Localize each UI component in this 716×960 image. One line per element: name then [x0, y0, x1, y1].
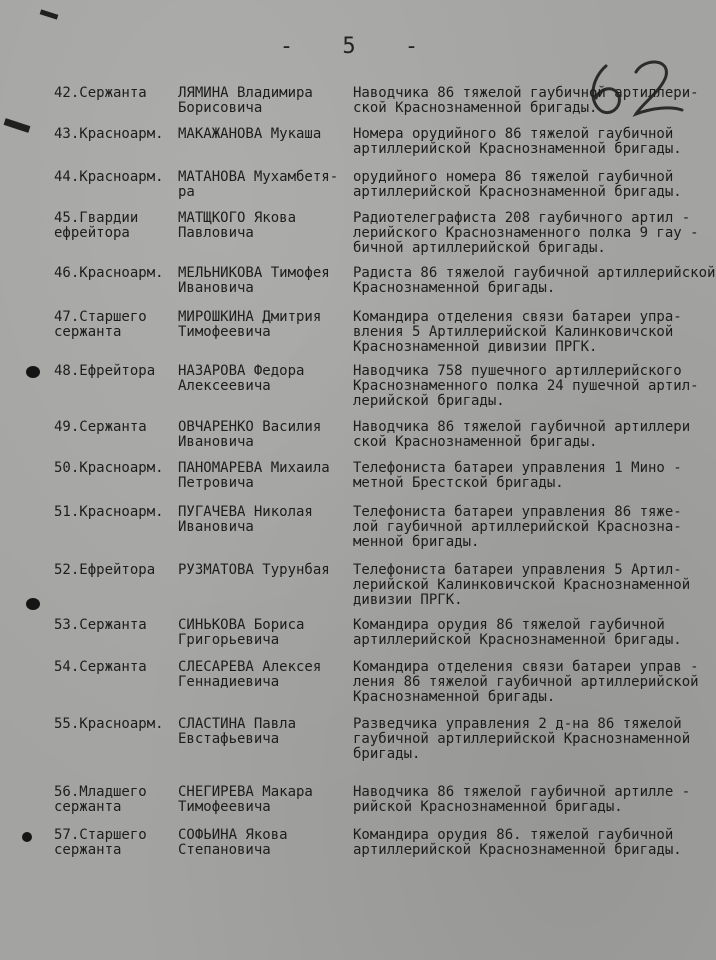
- text-line: метной Брестской бригады.: [353, 475, 564, 491]
- text-line: Степановича: [178, 842, 271, 858]
- entry-description: [353, 127, 713, 157]
- text-line: вления 5 Артиллерийской Калинковичской: [353, 324, 674, 340]
- text-line: сержанта: [54, 324, 122, 340]
- text-line: Петровича: [178, 475, 254, 491]
- text-line: рийской Краснознаменной бригады.: [353, 799, 623, 815]
- text-line: МАКАЖАНОВА Мукаша: [178, 126, 322, 142]
- entry-rank: [54, 563, 176, 578]
- entry-description: [353, 170, 713, 200]
- text-line: ра: [178, 184, 195, 200]
- page-number: - 5 -: [279, 34, 437, 59]
- entry-name: [178, 266, 348, 296]
- text-line: 49.Сержанта: [54, 419, 147, 435]
- entry-name: [178, 785, 348, 815]
- text-line: 52.Ефрейтора: [54, 562, 156, 578]
- text-line: Командира отделения связи батареи управ -: [353, 659, 699, 675]
- text-line: ской Краснознаменной бригады.: [353, 434, 598, 450]
- entry-rank: [54, 420, 176, 435]
- margin-mark: [40, 9, 59, 19]
- text-line: гаубичной артиллерийской Краснознаменной: [353, 731, 691, 747]
- entry-description: [353, 420, 713, 450]
- entry-rank: [54, 127, 176, 142]
- entry-name: [178, 86, 348, 116]
- text-line: ПАНОМАРЕВА Михаила: [178, 460, 330, 476]
- entry-rank: [54, 170, 176, 185]
- punch-hole: [26, 598, 40, 610]
- text-line: Краснознаменной бригады.: [353, 689, 556, 705]
- text-line: лерийского Краснознаменного полка 9 гау -: [353, 225, 699, 241]
- entry-description: [353, 211, 713, 256]
- entry-rank: [54, 505, 176, 520]
- entry-name: [178, 211, 348, 241]
- text-line: Командира орудия 86 тяжелой гаубичной: [353, 617, 665, 633]
- text-line: Евстафьевича: [178, 731, 280, 747]
- entry-description: [353, 461, 713, 491]
- text-line: лерийской бригады.: [353, 393, 505, 409]
- text-line: 53.Сержанта: [54, 617, 147, 633]
- text-line: Краснознаменного полка 24 пушечной артил-: [353, 378, 699, 394]
- text-line: 47.Старшего: [54, 309, 147, 325]
- text-line: Ивановича: [178, 519, 254, 535]
- entry-description: [353, 364, 713, 409]
- entry-rank: [54, 211, 176, 241]
- text-line: Командира орудия 86. тяжелой гаубичной: [353, 827, 674, 843]
- text-line: Радиотелеграфиста 208 гаубичного артил -: [353, 210, 691, 226]
- entry-rank: [54, 618, 176, 633]
- text-line: НАЗАРОВА Федора: [178, 363, 305, 379]
- text-line: 44.Красноарм.: [54, 169, 164, 185]
- text-line: Краснознаменной дивизии ПРГК.: [353, 339, 598, 355]
- text-line: 56.Младшего: [54, 784, 147, 800]
- text-line: Телефониста батареи управления 86 тяже-: [353, 504, 682, 520]
- text-line: бригады.: [353, 746, 421, 762]
- text-line: Павловича: [178, 225, 254, 241]
- text-line: ЛЯМИНА Владимира: [178, 85, 313, 101]
- text-line: 55.Красноарм.: [54, 716, 164, 732]
- entry-name: [178, 505, 348, 535]
- text-line: сержанта: [54, 842, 122, 858]
- entry-rank: [54, 717, 176, 732]
- text-line: ОВЧАРЕНКО Василия: [178, 419, 322, 435]
- text-line: лой гаубичной артиллерийской Краснозна-: [353, 519, 682, 535]
- text-line: Ивановича: [178, 280, 254, 296]
- text-line: Алексеевича: [178, 378, 271, 394]
- text-line: Номера орудийного 86 тяжелой гаубичной: [353, 126, 674, 142]
- entry-description: [353, 563, 713, 608]
- text-line: артиллерийской Краснознаменной бригады.: [353, 141, 682, 157]
- text-line: Краснознаменной бригады.: [353, 280, 556, 296]
- text-line: Телефониста батареи управления 1 Мино -: [353, 460, 682, 476]
- text-line: Тимофеевича: [178, 799, 271, 815]
- text-line: артиллерийской Краснознаменной бригады.: [353, 632, 682, 648]
- text-line: 54.Сержанта: [54, 659, 147, 675]
- text-line: Тимофеевича: [178, 324, 271, 340]
- text-line: Командира отделения связи батареи упра-: [353, 309, 682, 325]
- text-line: 48.Ефрейтора: [54, 363, 156, 379]
- entry-rank: [54, 364, 176, 379]
- text-line: СЛАСТИНА Павла: [178, 716, 297, 732]
- text-line: Борисовича: [178, 100, 263, 116]
- text-line: Геннадиевича: [178, 674, 280, 690]
- text-line: Ивановича: [178, 434, 254, 450]
- text-line: 57.Старшего: [54, 827, 147, 843]
- entry-description: [353, 86, 713, 116]
- entry-name: [178, 717, 348, 747]
- entry-name: [178, 828, 348, 858]
- text-line: Телефониста батареи управления 5 Артил-: [353, 562, 682, 578]
- text-line: бичной артиллерийской бригады.: [353, 240, 606, 256]
- text-line: Григорьевича: [178, 632, 280, 648]
- entry-description: [353, 785, 713, 815]
- entry-rank: [54, 461, 176, 476]
- text-line: артиллерийской Краснознаменной бригады.: [353, 842, 682, 858]
- text-line: СИНЬКОВА Бориса: [178, 617, 305, 633]
- entry-rank: [54, 828, 176, 858]
- text-line: 51.Красноарм.: [54, 504, 164, 520]
- text-line: ефрейтора: [54, 225, 130, 241]
- entry-name: [178, 660, 348, 690]
- text-line: РУЗМАТОВА Турунбая: [178, 562, 330, 578]
- text-line: орудийного номера 86 тяжелой гаубичной: [353, 169, 674, 185]
- text-line: 50.Красноарм.: [54, 460, 164, 476]
- text-line: МИРОШКИНА Дмитрия: [178, 309, 322, 325]
- text-line: СНЕГИРЕВА Макара: [178, 784, 313, 800]
- punch-hole: [22, 832, 32, 842]
- entry-name: [178, 310, 348, 340]
- text-line: ПУГАЧЕВА Николая: [178, 504, 313, 520]
- entry-description: [353, 660, 713, 705]
- entry-description: [353, 828, 713, 858]
- entry-name: [178, 170, 348, 200]
- text-line: сержанта: [54, 799, 122, 815]
- entry-name: [178, 420, 348, 450]
- entry-name: [178, 563, 348, 578]
- text-line: 45.Гвардии: [54, 210, 139, 226]
- punch-hole: [26, 366, 40, 378]
- margin-mark: [4, 118, 31, 133]
- text-line: Разведчика управления 2 д-на 86 тяжелой: [353, 716, 682, 732]
- text-line: Наводчика 86 тяжелой гаубичной артилле -: [353, 784, 691, 800]
- text-line: СЛЕСАРЕВА Алексея: [178, 659, 322, 675]
- text-line: дивизии ПРГК.: [353, 592, 463, 608]
- entry-description: [353, 618, 713, 648]
- text-line: 46.Красноарм.: [54, 265, 164, 281]
- text-line: МЕЛЬНИКОВА Тимофея: [178, 265, 330, 281]
- text-line: Радиста 86 тяжелой гаубичной артиллерийской: [353, 265, 716, 281]
- text-line: менной бригады.: [353, 534, 480, 550]
- entry-description: [353, 310, 713, 355]
- text-line: Наводчика 86 тяжелой гаубичной артиллери: [353, 419, 691, 435]
- entry-rank: [54, 310, 176, 340]
- entry-name: [178, 461, 348, 491]
- text-line: 43.Красноарм.: [54, 126, 164, 142]
- text-line: Наводчика 86 тяжелой гаубичной артиллери-: [353, 85, 699, 101]
- text-line: Наводчика 758 пушечного артиллерийского: [353, 363, 682, 379]
- text-line: СОФЬИНА Якова: [178, 827, 288, 843]
- text-line: МАТАНОВА Мухамбетя-: [178, 169, 339, 185]
- entry-name: [178, 364, 348, 394]
- entry-name: [178, 127, 348, 142]
- entry-description: [353, 265, 716, 296]
- entry-name: [178, 618, 348, 648]
- entry-description: [353, 717, 713, 762]
- text-line: ской Краснознаменной бригады.: [353, 100, 598, 116]
- text-line: артиллерийской Краснознаменной бригады.: [353, 184, 682, 200]
- text-line: МАТЩКОГО Якова: [178, 210, 297, 226]
- entry-rank: [54, 266, 176, 281]
- text-line: 42.Сержанта: [54, 85, 147, 101]
- entry-rank: [54, 660, 176, 675]
- entry-description: [353, 505, 713, 550]
- entry-rank: [54, 785, 176, 815]
- entry-rank: [54, 86, 176, 101]
- text-line: ления 86 тяжелой гаубичной артиллерийской: [353, 674, 699, 690]
- text-line: лерийской Калинковичской Краснознаменной: [353, 577, 691, 593]
